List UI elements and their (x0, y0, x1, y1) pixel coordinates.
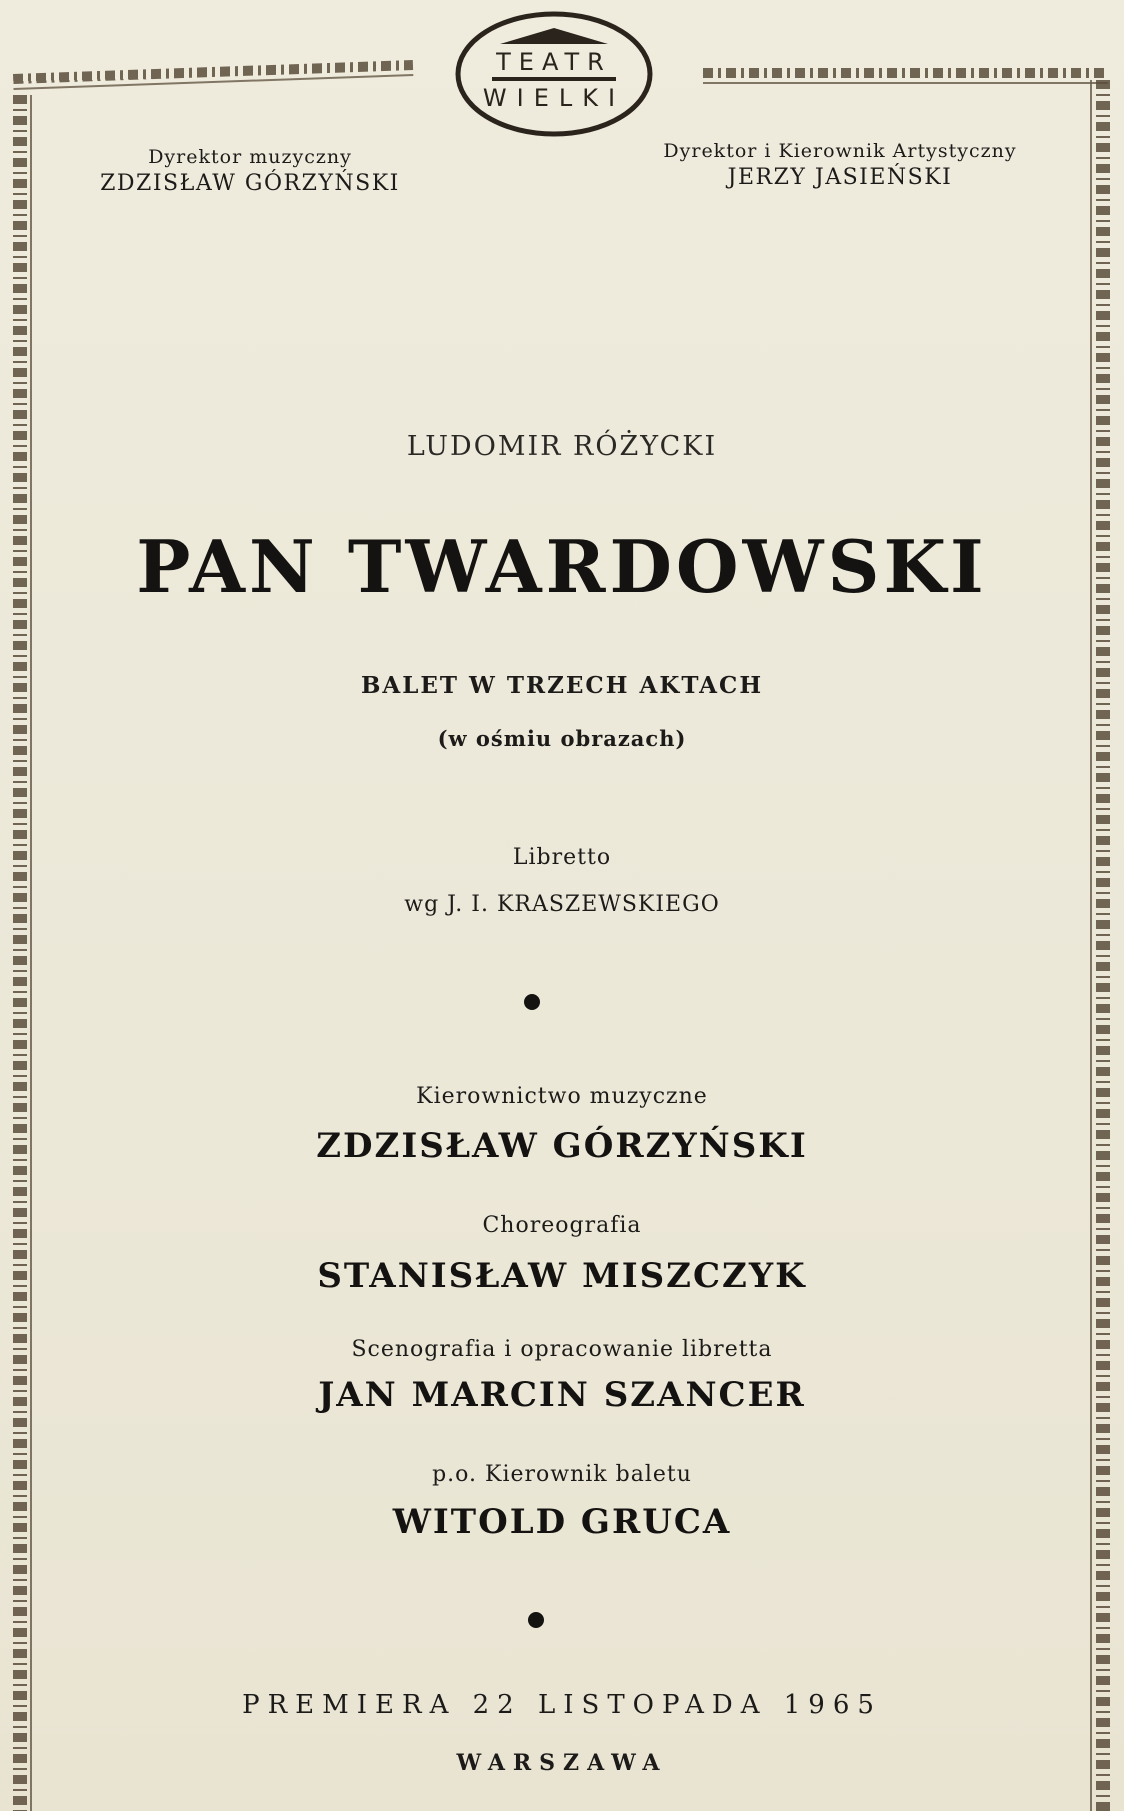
libretto-label: Libretto (512, 845, 612, 870)
ballet-subtitle-note: (w ośmiu obrazach) (437, 726, 687, 751)
libretto-source: wg J. I. KRASZEWSKIEGO (404, 892, 720, 917)
header-music-director (70, 146, 430, 197)
credit-role: Choreografia (482, 1213, 642, 1238)
teatr-wielki-logo (452, 6, 656, 142)
ornamental-border-top-left (13, 60, 413, 84)
header-artistic-director (630, 140, 1050, 191)
ornamental-border-top-right (703, 68, 1108, 78)
credit-role: Kierownictwo muzyczne (416, 1084, 708, 1109)
credit-role: Scenografia i opracowanie libretta (351, 1337, 773, 1362)
header-left-role: Dyrektor muzyczny (148, 146, 352, 168)
credit-name: JAN MARCIN SZANCER (318, 1375, 806, 1415)
logo-line2: WIELKI (482, 84, 626, 112)
separator-dot (524, 994, 540, 1010)
separator-dot (528, 1612, 544, 1628)
header-right-person: JERZY JASIEŃSKI (727, 164, 953, 190)
ornamental-border-left (13, 95, 27, 1811)
credit-name: STANISŁAW MISZCZYK (317, 1256, 807, 1296)
premiere-date: PREMIERA 22 LISTOPADA 1965 (242, 1690, 882, 1720)
credit-name: ZDZISŁAW GÓRZYŃSKI (316, 1126, 808, 1166)
composer-name: LUDOMIR RÓŻYCKI (406, 431, 718, 462)
credit-role: p.o. Kierownik baletu (432, 1462, 692, 1487)
city-name: WARSZAWA (456, 1750, 668, 1776)
credit-name: WITOLD GRUCA (392, 1502, 732, 1542)
ballet-title: PAN TWARDOWSKI (136, 524, 988, 609)
logo-line1: TEATR (496, 48, 612, 76)
ornamental-border-right (1096, 80, 1110, 1811)
ballet-subtitle: BALET W TRZECH AKTACH (360, 672, 764, 699)
header-left-person: ZDZISŁAW GÓRZYŃSKI (100, 170, 400, 196)
header-right-role: Dyrektor i Kierownik Artystyczny (663, 140, 1017, 162)
